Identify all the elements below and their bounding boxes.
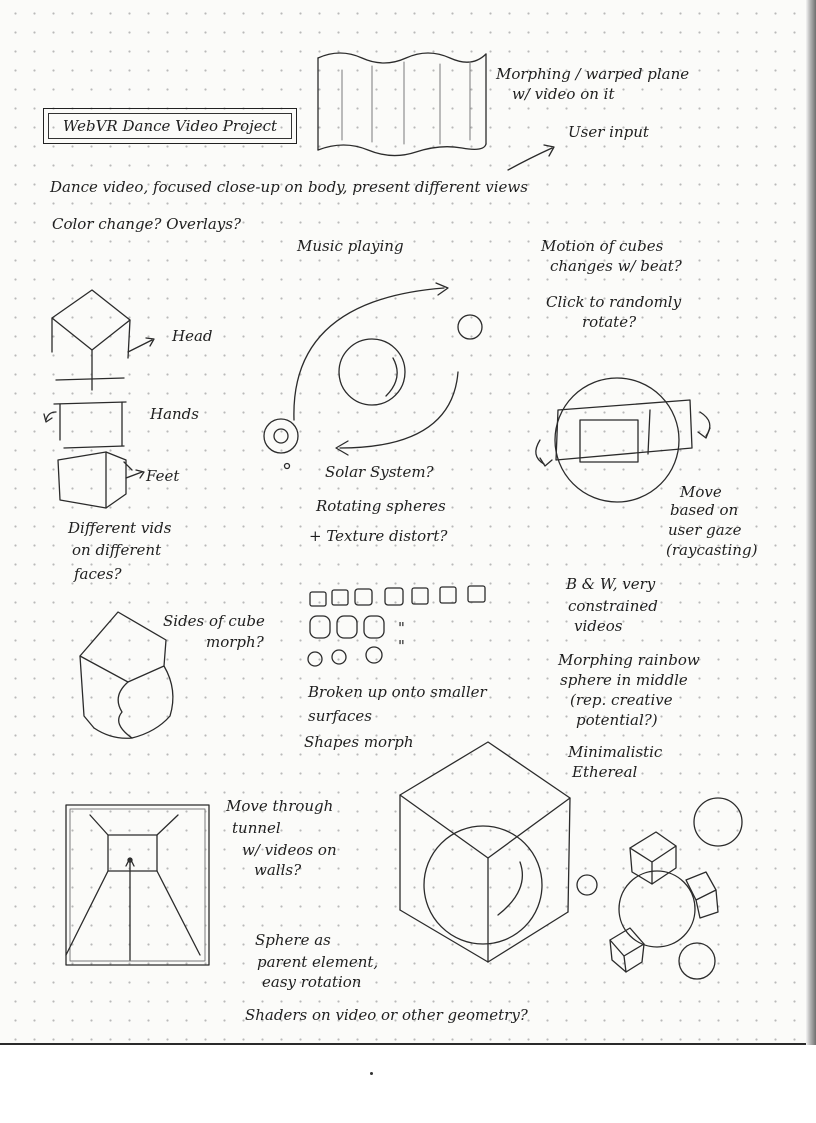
- note-gaze-3: user gaze: [668, 521, 742, 539]
- note-tunnel-1: Move through: [226, 797, 334, 815]
- note-user-input: User input: [568, 123, 649, 141]
- note-bw-2: constrained: [568, 597, 658, 615]
- note-head: Head: [172, 327, 213, 345]
- note-tunnel-2: tunnel: [232, 819, 281, 837]
- note-gaze-2: based on: [670, 501, 739, 519]
- note-ditto-1: ": [398, 619, 405, 637]
- sphere-hierarchy-sketch: [610, 798, 742, 979]
- note-plane-1: Morphing / warped plane: [496, 65, 690, 83]
- note-motion-2: changes w/ beat?: [550, 257, 682, 275]
- note-bw-1: B & W, very: [566, 575, 656, 593]
- note-tunnel-3: w/ videos on: [242, 841, 337, 859]
- note-feet: Feet: [146, 467, 180, 485]
- note-rainbow-2: sphere in middle: [560, 671, 688, 689]
- note-broken-3: Shapes morph: [304, 733, 414, 751]
- note-sphere-parent-3: easy rotation: [262, 973, 362, 991]
- scan-margin: [0, 1045, 816, 1123]
- note-plane-2: w/ video on it: [512, 85, 615, 103]
- note-solar-1: Solar System?: [325, 463, 434, 481]
- note-diff-vids-3: faces?: [74, 565, 122, 583]
- note-sphere-parent-2: parent element,: [257, 953, 379, 971]
- note-broken-2: surfaces: [308, 707, 372, 725]
- note-diff-vids-2: on different: [72, 541, 162, 559]
- note-sides-morph-2: morph?: [206, 633, 264, 651]
- note-shaders: Shaders on video or other geometry?: [245, 1006, 528, 1024]
- page-edge: [806, 0, 816, 1123]
- note-click-1: Click to randomly: [546, 293, 682, 311]
- user-input-arrow: [508, 145, 554, 170]
- note-rainbow-1: Morphing rainbow: [558, 651, 700, 669]
- note-tunnel-4: walls?: [254, 861, 302, 879]
- note-music: Music playing: [297, 237, 404, 255]
- note-motion-1: Motion of cubes: [541, 237, 664, 255]
- note-minimal-1: Minimalistic: [568, 743, 663, 761]
- project-title-box: [43, 108, 297, 144]
- note-sides-morph-1: Sides of cube: [163, 612, 265, 630]
- note-solar-2: Rotating spheres: [316, 497, 446, 515]
- note-minimal-2: Ethereal: [572, 763, 638, 781]
- note-ditto-2: ": [398, 637, 405, 655]
- tunnel-sketch: [66, 805, 209, 965]
- note-rainbow-4: potential?): [576, 711, 658, 729]
- stacked-cubes-sketch: [44, 290, 154, 508]
- note-intro-1: Dance video, focused close-up on body, present different views: [50, 178, 528, 196]
- note-sphere-parent-1: Sphere as: [255, 931, 331, 949]
- note-broken-1: Broken up onto smaller: [308, 683, 487, 701]
- note-diff-vids-1: Different vids: [68, 519, 172, 537]
- note-click-2: rotate?: [582, 313, 637, 331]
- morphing-cube-sketch: [80, 612, 173, 738]
- note-hands: Hands: [150, 405, 199, 423]
- note-solar-3: + Texture distort?: [309, 527, 448, 545]
- scan-speck: [370, 1072, 373, 1075]
- small-shapes-grid-sketch: [308, 586, 485, 666]
- project-title: WebVR Dance Video Project: [48, 113, 292, 139]
- cube-sphere-sketch: [400, 742, 597, 962]
- solar-system-sketch: [264, 283, 482, 469]
- note-gaze-4: (raycasting): [666, 541, 758, 559]
- warped-plane-sketch: [318, 53, 486, 156]
- note-rainbow-3: (rep. creative: [570, 691, 673, 709]
- note-bw-3: videos: [574, 617, 623, 635]
- note-gaze-1: Move: [680, 483, 722, 501]
- note-intro-2: Color change? Overlays?: [52, 215, 242, 233]
